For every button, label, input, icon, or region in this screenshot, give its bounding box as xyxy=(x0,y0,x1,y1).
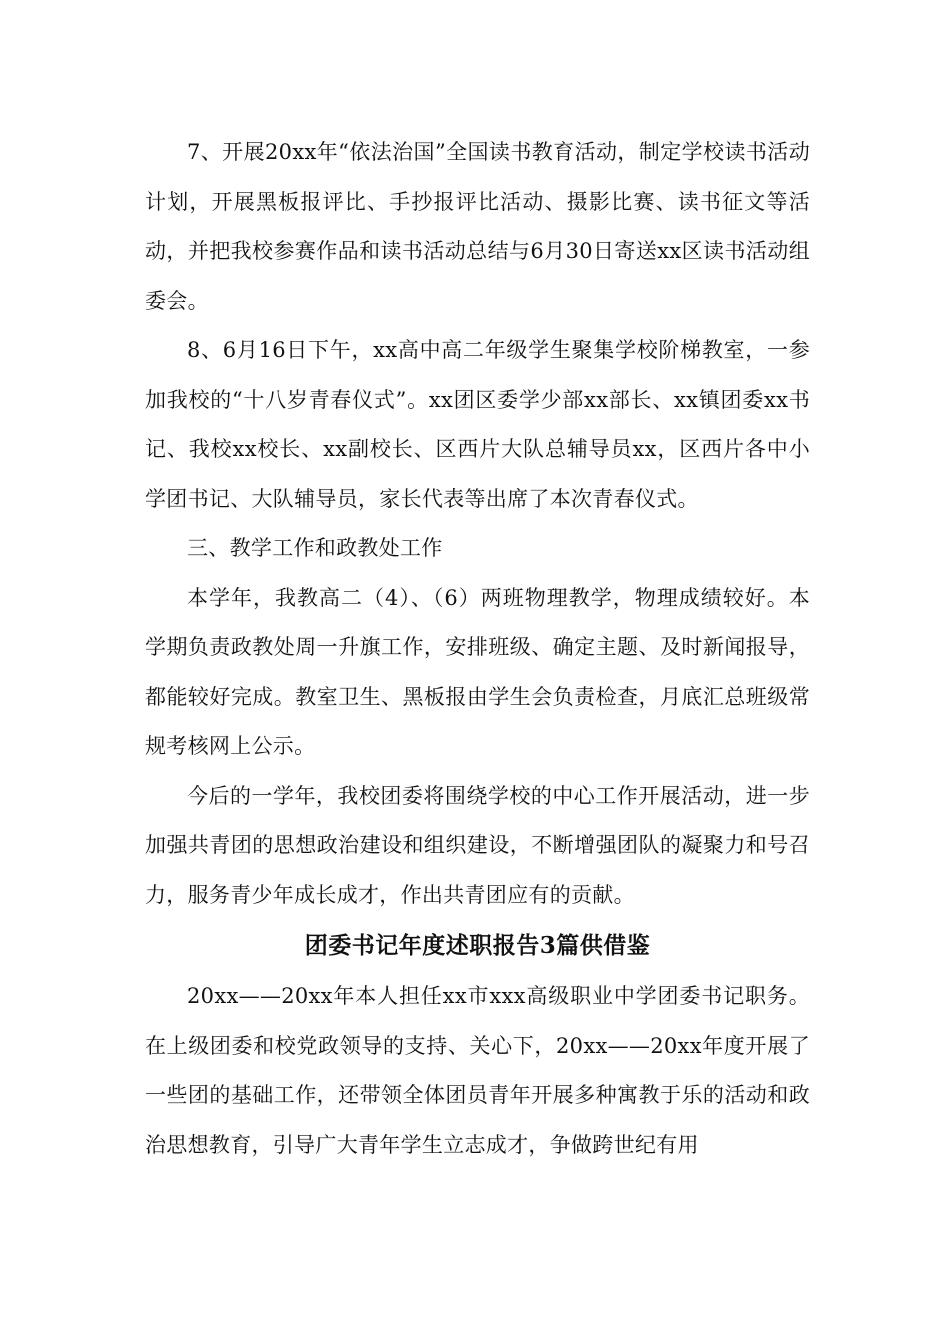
document-title: 团委书记年度述职报告3篇供借鉴 xyxy=(304,932,651,959)
section-heading-teaching: 三、教学工作和政教处工作 xyxy=(187,536,443,560)
paragraph-item-7: 7、开展20xx年“依法治国”全国读书教育活动，制定学校读书活动计划，开展黑板报评比、手抄报评比活动、摄影比赛、读书征文等活动，并把我校参赛作品和读书活动总结与6月30日寄送xx区读书活动组委会。 xyxy=(145,140,810,313)
paragraph-teaching-work: 本学年，我教高二（4）、（6）两班物理教学，物理成绩较好。本学期负责政教处周一升旗工作，安排班级、确定主题、及时新闻报导，都能较好完成。教室卫生、黑板报由学生会负责检查，月底汇总班级常规考核网上公示。 xyxy=(145,585,810,758)
paragraph-report-intro: 20xx——20xx年本人担任xx市xxx高级职业中学团委书记职务。在上级团委和校党政领导的支持、关心下，20xx——20xx年度开展了一些团的基础工作，还带领全体团员青年开展多种寓教于乐的活动和政治思想教育，引导广大青年学生立志成才，争做跨世纪有用 xyxy=(145,984,810,1157)
paragraph-outlook: 今后的一学年，我校团委将围绕学校的中心工作开展活动，进一步加强共青团的思想政治建设和组织建设，不断增强团队的凝聚力和号召力，服务青少年成长成才，作出共青团应有的贡献。 xyxy=(145,783,810,907)
paragraph-item-8: 8、6月16日下午，xx高中高二年级学生聚集学校阶梯教室，一参加我校的“十八岁青春仪式”。xx团区委学少部xx部长、xx镇团委xx书记、我校xx校长、xx副校长、区西片大队总辅导员xx，区西片各中小学团书记、大队辅导员，家长代表等出席了本次青春仪式。 xyxy=(145,338,810,511)
document-body xyxy=(145,128,810,1170)
